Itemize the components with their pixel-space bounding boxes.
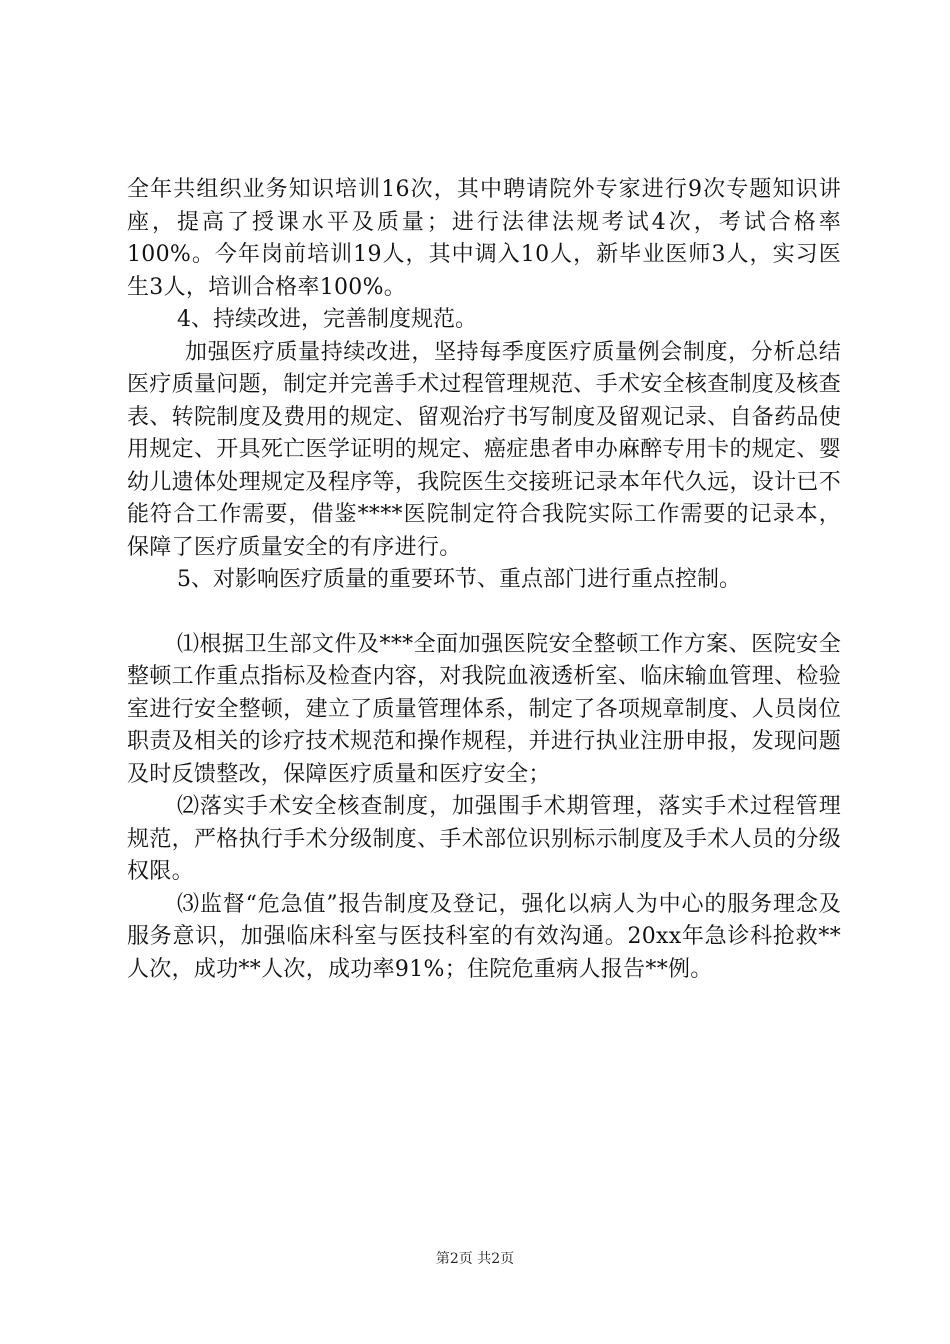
paragraph-item-1: ⑴根据卫生部文件及***全面加强医院安全整顿工作方案、医院安全整顿工作重点指标及检查内容，对我院血液透析室、临床输血管理、检验室进行安全整顿，建立了质量管理体系，制定了各项规章制度、人员岗位职责及相关的诊疗技术规范和操作规程，并进行执业注册申报，发现问题及时反馈整改，保障医疗质量和医疗安全； — [127, 631, 841, 787]
section-heading-5: 5、对影响医疗质量的重要环节、重点部门进行重点控制。 — [177, 567, 741, 592]
paragraph-training-summary: 全年共组织业务知识培训16次，其中聘请院外专家进行9次专题知识讲座，提高了授课水平及质量；进行法律法规考试4次，考试合格率100%。今年岗前培训19人，其中调入10人，新毕业医师3人，实习医生3人，培训合格率100%。 — [127, 177, 841, 300]
document-body — [127, 174, 841, 986]
paragraph-spacer — [127, 597, 841, 629]
section-heading-4: 4、持续改进，完善制度规范。 — [177, 307, 477, 332]
page-footer: 第2页 共2页 — [435, 1251, 515, 1267]
paragraph-item-3: ⑶监督“危急值”报告制度及登记，强化以病人为中心的服务理念及服务意识，加强临床科室与医技科室的有效沟通。20xx年急诊科抢救**人次，成功**人次，成功率91%；住院危重病人报告**例。 — [127, 891, 841, 982]
paragraph-quality-improvement: 加强医疗质量持续改进，坚持每季度医疗质量例会制度，分析总结医疗质量问题，制定并完善手术过程管理规范、手术安全核查制度及核查表、转院制度及费用的规定、留观治疗书写制度及留观记录、自备药品使用规定、开具死亡医学证明的规定、癌症患者申办麻醉专用卡的规定、婴幼儿遗体处理规定及程序等，我院医生交接班记录本年代久远，设计已不能符合工作需要，借鉴****医院制定符合我院实际工作需要的记录本，保障了医疗质量安全的有序进行。 — [127, 339, 841, 560]
paragraph-item-2: ⑵落实手术安全核查制度，加强围手术期管理，落实手术过程管理规范，严格执行手术分级制度、手术部位识别标示制度及手术人员的分级权限。 — [127, 794, 841, 884]
